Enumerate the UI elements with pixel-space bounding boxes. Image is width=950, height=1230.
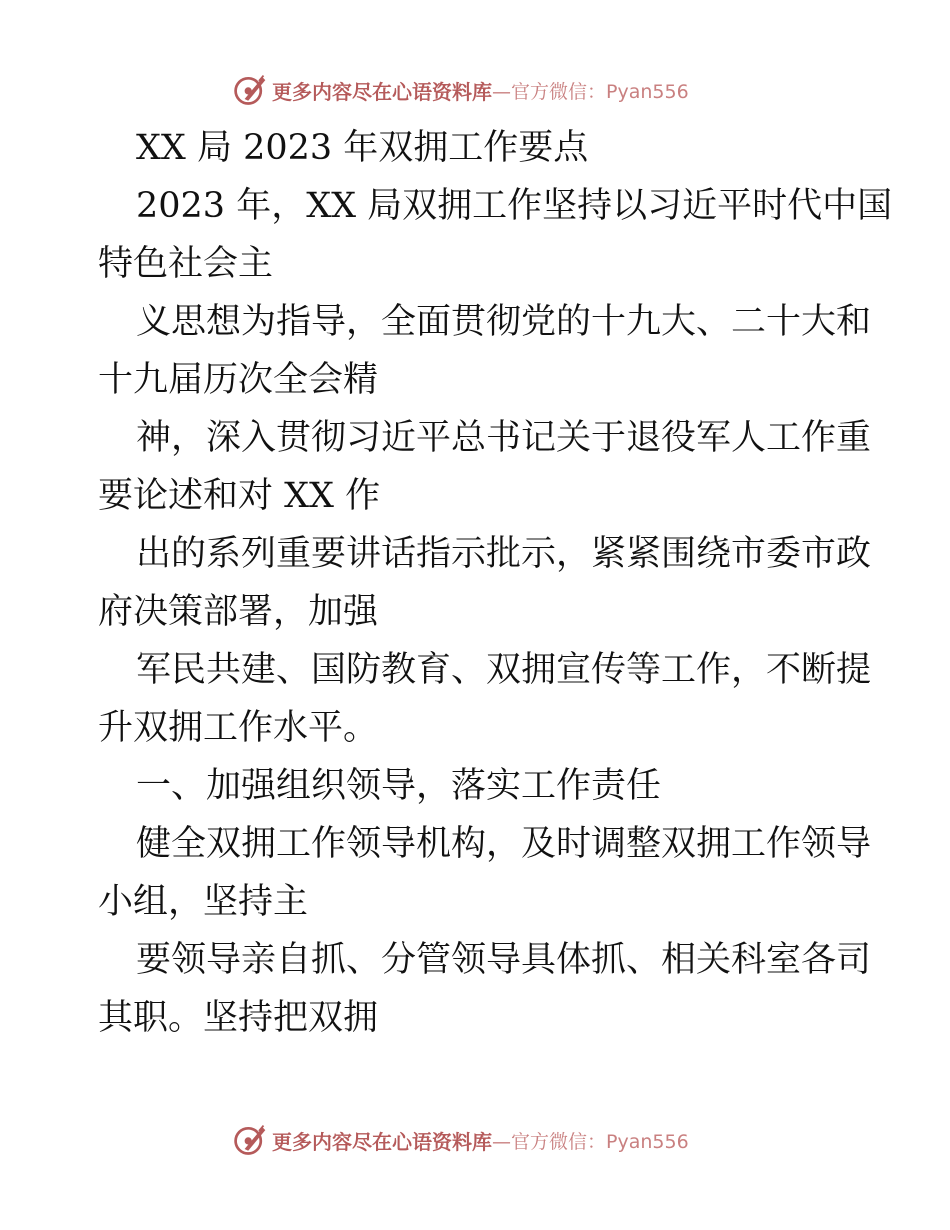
text-line: 2023 年，XX 局双拥工作坚持以习近平时代中国: [136, 186, 893, 226]
watermark-sub-text: —官方微信：Pyan556: [492, 80, 689, 103]
text-line: 小组，坚持主: [98, 882, 309, 922]
section-heading: 一、加强组织领导，落实工作责任: [136, 766, 662, 806]
watermark-main-text: 更多内容尽在心语资料库: [272, 79, 492, 104]
watermark-header: [232, 70, 689, 110]
watermark-main-text: 更多内容尽在心语资料库: [272, 1129, 492, 1154]
text-line: 其职。坚持把双拥: [98, 998, 379, 1038]
quill-logo-icon: [232, 72, 268, 108]
watermark-sub-text: —官方微信：Pyan556: [492, 1130, 689, 1153]
text-line: 要领导亲自抓、分管领导具体抓、相关科室各司: [136, 940, 872, 980]
text-line: 升双拥工作水平。: [98, 708, 379, 748]
document-title: XX 局 2023 年双拥工作要点: [136, 128, 589, 168]
quill-logo-icon: [232, 1122, 268, 1158]
text-line: 要论述和对 XX 作: [98, 476, 381, 516]
text-line: 特色社会主: [98, 244, 274, 284]
text-line: 出的系列重要讲话指示批示，紧紧围绕市委市政: [136, 534, 872, 574]
text-line: 义思想为指导，全面贯彻党的十九大、二十大和: [136, 302, 872, 342]
text-line: 十九届历次全会精: [98, 360, 379, 400]
watermark-footer: [232, 1120, 689, 1160]
text-line: 健全双拥工作领导机构，及时调整双拥工作领导: [136, 824, 872, 864]
text-line: 军民共建、国防教育、双拥宣传等工作，不断提: [136, 650, 872, 690]
text-line: 府决策部署，加强: [98, 592, 379, 632]
text-line: 神，深入贯彻习近平总书记关于退役军人工作重: [136, 418, 872, 458]
